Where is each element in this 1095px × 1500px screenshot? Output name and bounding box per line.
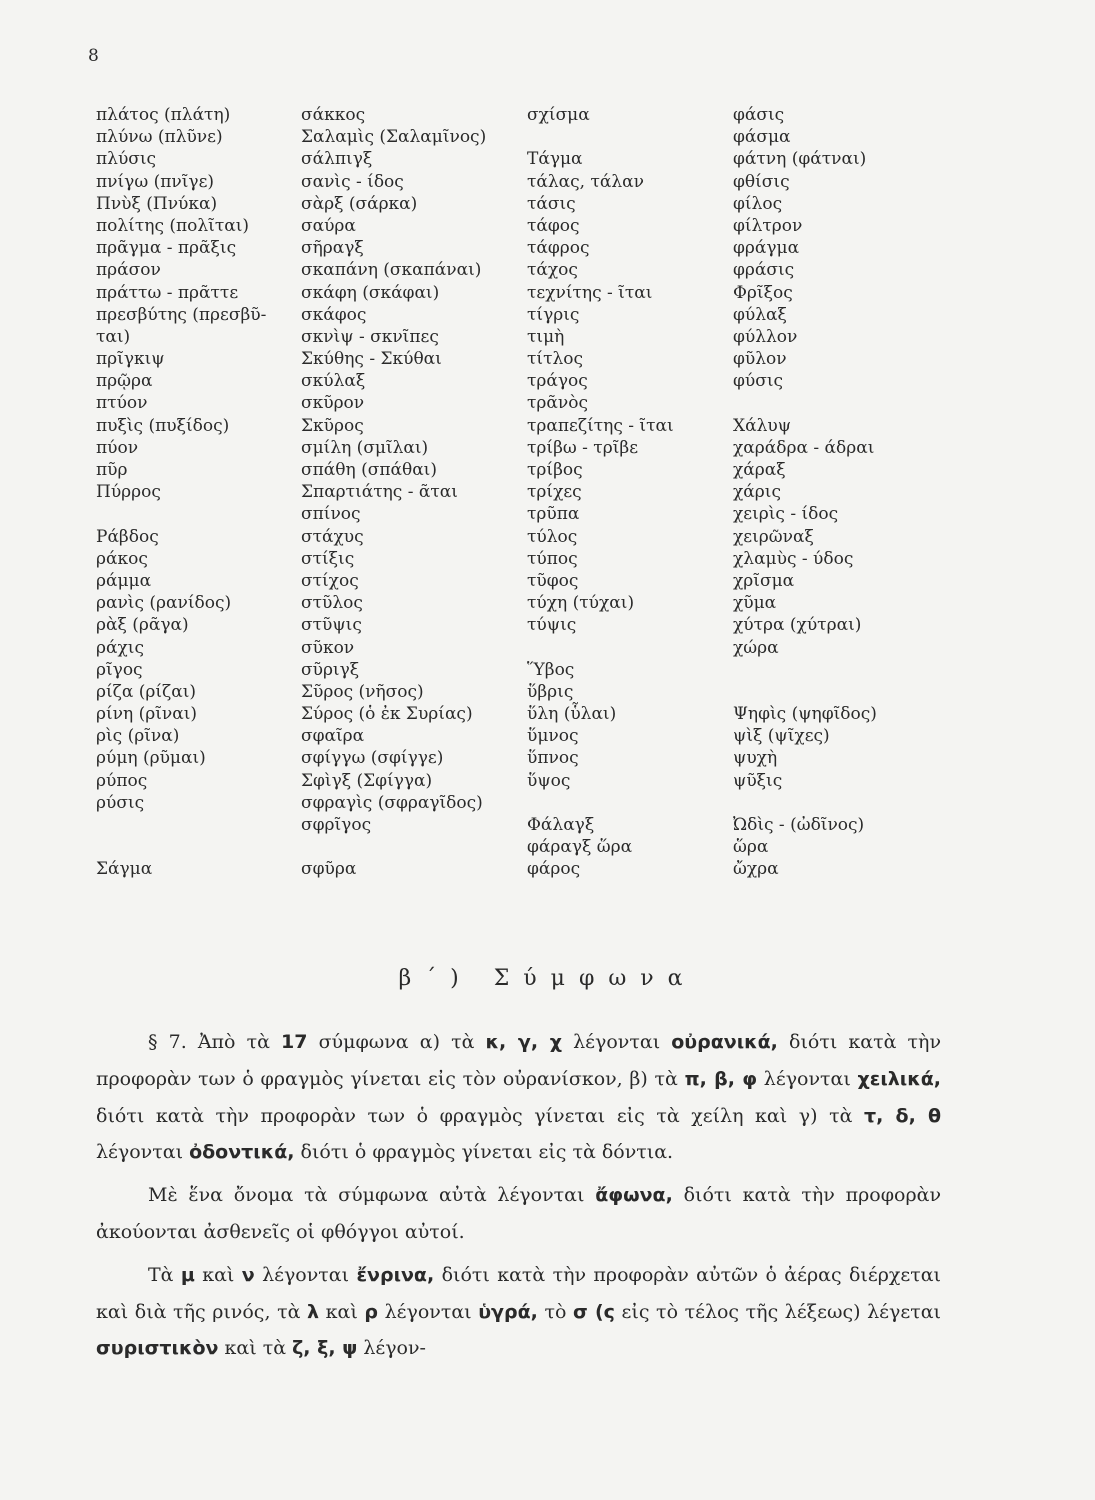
word-entry: ρὶς (ρῖνα): [96, 726, 180, 747]
word-entry: πρεσβύτης (πρεσβῦ-: [96, 304, 267, 325]
word-entry: τρίβος: [527, 460, 583, 480]
page-number: 8: [88, 46, 99, 66]
word-entry: ται): [96, 326, 131, 347]
word-entry: χειρὶς - ίδος: [733, 504, 839, 525]
word-entry: ράκος: [96, 548, 148, 569]
word-entry: τρᾶνὸς: [527, 393, 588, 414]
word-entry: ὥρα: [733, 837, 769, 858]
word-entry: ὕμνος: [527, 726, 579, 747]
word-entry: χειρῶναξ: [733, 526, 814, 547]
word-entry: χάρις: [733, 482, 781, 503]
word-entry: [96, 503, 266, 525]
word-entry: ὕβρις: [527, 681, 574, 702]
word-entry: χύτρα (χύτραι): [733, 615, 862, 636]
word-entry: στίχος: [301, 570, 359, 591]
word-entry: σάκκος: [301, 105, 366, 125]
word-entry: [733, 681, 877, 703]
word-entry: φθίσις: [733, 171, 790, 192]
word-entry: φύλαξ: [733, 304, 787, 325]
word-entry: Ὕβος: [527, 659, 575, 680]
word-entry: σφραγὶς (σφραγῖδος): [301, 792, 483, 813]
word-entry: χρῖσμα: [733, 570, 795, 591]
word-entry: τῦφος: [527, 570, 579, 591]
word-entry: τάφος: [527, 215, 580, 236]
word-entry: σμίλη (σμῖλαι): [301, 437, 429, 458]
word-entry: τιμὴ: [527, 326, 565, 347]
word-entry: στῦλος: [301, 593, 363, 614]
word-entry: τάσις: [527, 193, 576, 214]
word-entry: ὕψος: [527, 770, 571, 791]
word-entry: [733, 392, 877, 414]
word-entry: τρίβω - τρῖβε: [527, 437, 639, 458]
word-entry: τίτλος: [527, 349, 584, 370]
word-entry: Πύρρος: [96, 482, 161, 503]
word-entry: σφίγγω (σφίγγε): [301, 748, 444, 769]
word-entry: Σῦρος (νῆσος): [301, 681, 424, 702]
word-entry: πράττω - πρᾶττε: [96, 282, 239, 303]
word-column-1: [96, 104, 266, 881]
word-entry: φάτνη (φάτναι): [733, 149, 867, 170]
word-entry: Σκῦρος: [301, 415, 364, 436]
word-entry: [733, 659, 877, 681]
word-entry: σκαπάνη (σκαπάναι): [301, 260, 482, 281]
word-entry: πλύνω (πλῦνε): [96, 127, 223, 148]
word-entry: τάχος: [527, 260, 578, 281]
word-entry: [301, 836, 486, 858]
word-entry: φῦλον: [733, 349, 787, 370]
word-entry: τεχνίτης - ῖται: [527, 282, 653, 303]
word-entry: ρὰξ (ρᾶγα): [96, 615, 189, 636]
word-entry: ὕλη (ὗλαι): [527, 704, 617, 725]
word-entry: Ψηφὶς (ψηφῖδος): [733, 704, 877, 725]
word-entry: πύον: [96, 437, 139, 458]
word-entry: σφαῖρα: [301, 726, 365, 747]
word-entry: φάσμα: [733, 127, 791, 148]
word-entry: ράχις: [96, 637, 144, 658]
word-entry: πρᾶγμα - πρᾶξις: [96, 238, 237, 259]
word-entry: φάσις: [733, 105, 785, 125]
word-entry: [527, 126, 674, 148]
word-entry: σκῦρον: [301, 393, 365, 414]
word-entry: Χάλυψ: [733, 415, 792, 436]
word-entry: ψὶξ (ψῖχες): [733, 726, 830, 747]
word-entry: [527, 637, 674, 659]
word-entry: τραπεζίτης - ῖται: [527, 415, 674, 436]
word-entry: φάραγξ ὥρα: [527, 837, 633, 858]
word-entry: Φάλαγξ: [527, 815, 595, 835]
body-text: [96, 1024, 941, 1367]
word-entry: σαύρα: [301, 215, 356, 236]
word-entry: σάλπιγξ: [301, 149, 373, 170]
word-entry: Ὠδὶς - (ὠδῖνος): [733, 815, 865, 835]
section-heading: β΄) Σύμφωνα: [398, 966, 697, 991]
word-entry: πρῷρα: [96, 371, 153, 392]
word-entry: ρύμη (ρῦμαι): [96, 748, 206, 769]
word-entry: σῦριγξ: [301, 659, 360, 680]
word-entry: φράγμα: [733, 238, 800, 259]
word-entry: Ράβδος: [96, 526, 159, 547]
word-entry: τύψις: [527, 615, 577, 636]
word-entry: σκάφος: [301, 304, 367, 325]
word-entry: χῦμα: [733, 593, 777, 614]
word-entry: φίλτρον: [733, 215, 803, 236]
word-entry: πλύσις: [96, 149, 157, 170]
word-entry: τύλος: [527, 526, 578, 547]
word-entry: ρίνη (ρῖναι): [96, 704, 197, 725]
word-entry: τράγος: [527, 371, 588, 392]
word-entry: στίξις: [301, 548, 355, 569]
word-entry: ρύπος: [96, 770, 148, 791]
word-entry: Σφὶγξ (Σφίγγα): [301, 770, 433, 791]
word-entry: πῦρ: [96, 460, 128, 480]
word-entry: ρῖγος: [96, 659, 143, 680]
word-entry: σῦκον: [301, 637, 355, 658]
word-entry: πνίγω (πνῖγε): [96, 171, 215, 192]
word-entry: ψῦξις: [733, 770, 783, 791]
word-entry: πράσον: [96, 260, 161, 281]
word-entry: ψυχὴ: [733, 748, 778, 769]
word-entry: τίγρις: [527, 304, 580, 325]
word-entry: χώρα: [733, 637, 779, 658]
word-entry: σῆραγξ: [301, 238, 364, 259]
word-column-2: [301, 104, 486, 881]
word-entry: τύπος: [527, 548, 578, 569]
word-entry: τύχη (τύχαι): [527, 593, 635, 614]
word-entry: χλαμὺς - ύδος: [733, 548, 854, 569]
paragraph-3: Τὰ μ καὶ ν λέγονται ἔνρινα, διότι κατὰ τὴν προφορὰν αὐτῶν ὁ ἀέρας διέρχεται καὶ διὰ τῆς ρινός, τὰ λ καὶ ρ λέγονται ὑγρά, τὸ σ (ς εἰς τὸ τέλος τῆς λέξεως) λέγεται συριστικὸν καὶ τὰ ζ, ξ, ψ λέγον-: [96, 1263, 942, 1360]
word-entry: Τάγμα: [527, 149, 583, 170]
word-entry: σφρῖγος: [301, 815, 372, 835]
word-entry: ρανὶς (ρανίδος): [96, 593, 232, 614]
word-entry: Σάγμα: [96, 859, 153, 880]
word-entry: Φρῖξος: [733, 282, 793, 303]
word-entry: [96, 814, 266, 836]
word-entry: τρίχες: [527, 482, 582, 503]
word-entry: [527, 792, 674, 814]
word-entry: [733, 792, 877, 814]
word-entry: σπάθη (σπάθαι): [301, 460, 437, 480]
word-entry: Σπαρτιάτης - ᾶται: [301, 482, 458, 503]
word-entry: Σύρος (ὁ ἐκ Συρίας): [301, 704, 473, 725]
word-entry: σκνὶψ - σκνῖπες: [301, 326, 439, 347]
word-entry: ρίζα (ρίζαι): [96, 681, 197, 702]
word-entry: ὕπνος: [527, 748, 579, 769]
word-entry: πτύον: [96, 393, 148, 414]
word-entry: φύλλον: [733, 326, 798, 347]
word-column-4: [733, 104, 877, 881]
paragraph-2: Μὲ ἕνα ὄνομα τὰ σύμφωνα αὐτὰ λέγονται ἄφωνα, διότι κατὰ τὴν προφορὰν ἀκούονται ἀσθενεῖς οἱ φθόγγοι αὐτοί.: [96, 1184, 941, 1243]
word-entry: σχίσμα: [527, 105, 590, 125]
word-entry: ρύσις: [96, 792, 145, 813]
word-entry: φίλος: [733, 193, 783, 214]
word-entry: πολίτης (πολῖται): [96, 215, 250, 236]
word-entry: πρῖγκιψ: [96, 349, 165, 370]
word-entry: χαράδρα - άδραι: [733, 437, 875, 458]
word-entry: [96, 836, 266, 858]
word-entry: σανὶς - ίδος: [301, 171, 404, 192]
word-entry: στάχυς: [301, 526, 364, 547]
word-entry: στῦψις: [301, 615, 362, 636]
word-entry: τρῦπα: [527, 504, 580, 525]
word-entry: φάρος: [527, 859, 581, 880]
word-entry: τάφρος: [527, 238, 590, 259]
word-entry: πλάτος (πλάτη): [96, 105, 231, 125]
word-entry: φύσις: [733, 371, 784, 392]
word-entry: ὤχρα: [733, 859, 779, 880]
word-entry: πυξὶς (πυξίδος): [96, 415, 230, 436]
word-entry: σφῦρα: [301, 859, 357, 880]
word-entry: σκάφη (σκάφαι): [301, 282, 440, 303]
word-entry: Πνὺξ (Πνύκα): [96, 193, 218, 214]
word-entry: Σαλαμὶς (Σαλαμῖνος): [301, 127, 487, 148]
word-entry: σκύλαξ: [301, 371, 366, 392]
paragraph-1: § 7. Ἀπὸ τὰ 17 σύμφωνα α) τὰ κ, γ, χ λέγονται οὐρανικά, διότι κατὰ τὴν προφορὰν των ὁ φραγμὸς γίνεται εἰς τὸν οὐρανίσκον, β) τὰ π, β, φ λέγονται χειλικά, διότι κατὰ τὴν προφορὰν των ὁ φραγμὸς γίνεται εἰς τὰ χείλη καὶ γ) τὰ τ, δ, θ λέγονται ὀδοντικά, διότι ὁ φραγμὸς γίνεται εἰς τὰ δόντια.: [96, 1031, 941, 1164]
word-column-3: [527, 104, 674, 881]
word-entry: σπίνος: [301, 504, 361, 525]
word-entry: φράσις: [733, 260, 795, 281]
word-entry: Σκύθης - Σκύθαι: [301, 349, 442, 370]
word-entry: σὰρξ (σάρκα): [301, 193, 418, 214]
word-entry: τάλας, τάλαν: [527, 171, 644, 192]
word-entry: χάραξ: [733, 460, 786, 480]
word-entry: ράμμα: [96, 570, 152, 591]
